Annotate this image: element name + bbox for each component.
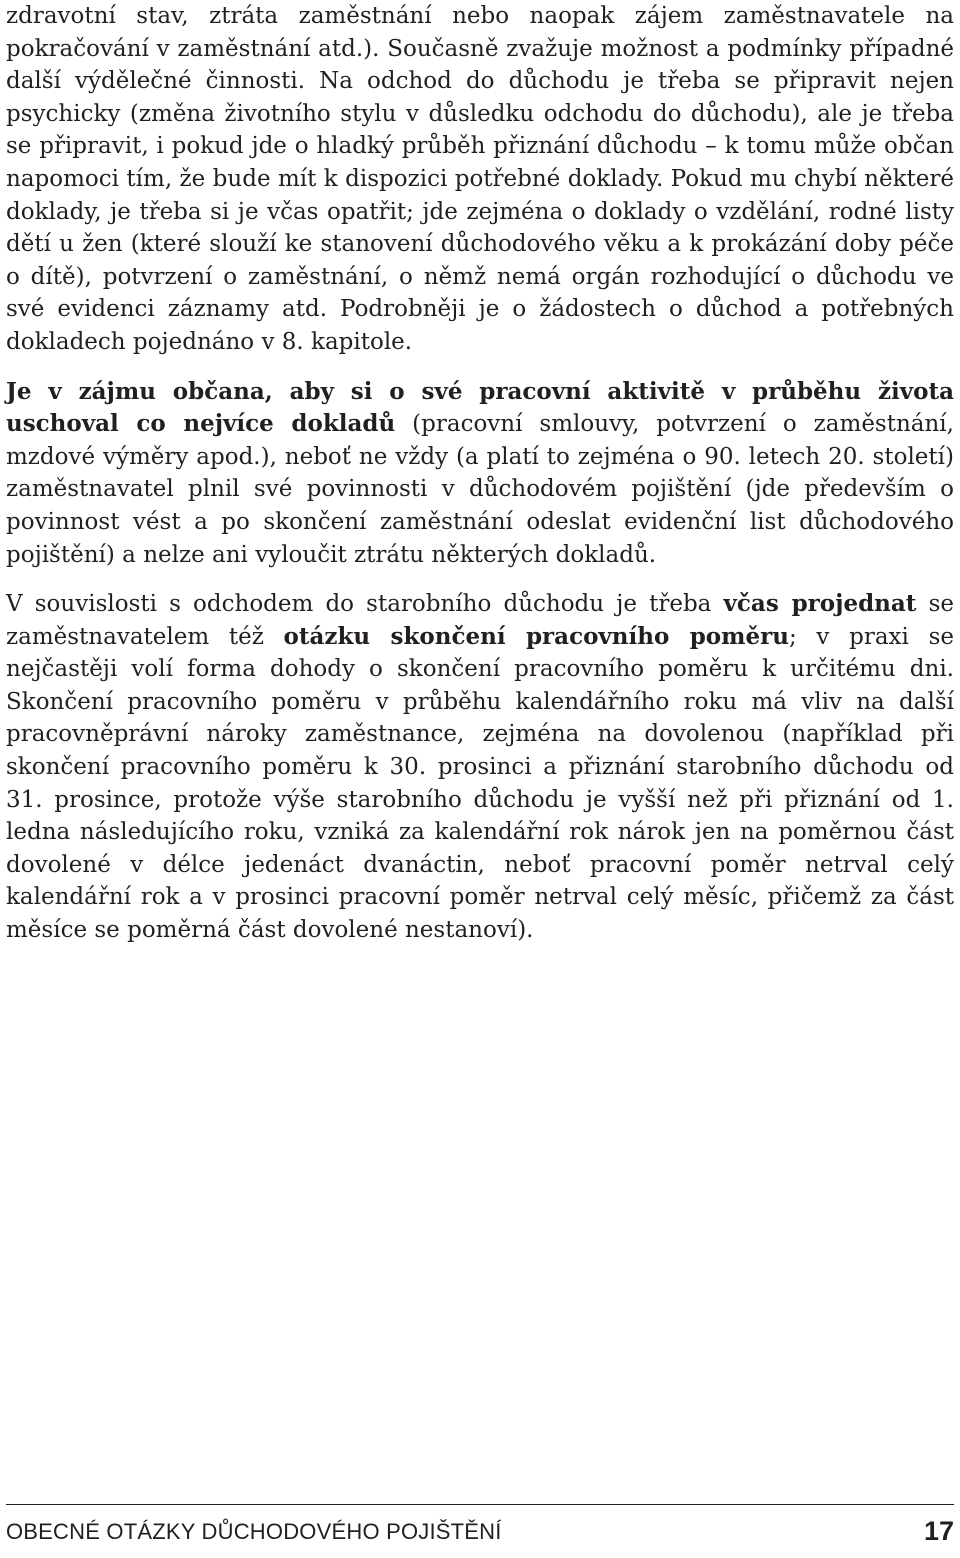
running-footer-title: OBECNÉ OTÁZKY DŮCHODOVÉHO POJIŠTĚNÍ [6,1519,502,1544]
emphasis-keep-documents: Je v zájmu občana, aby si o své pracovní aktivitě v průběhu života uschoval co nejvíce dokladů [6,377,954,438]
paragraph-text: se zaměstnavatelem též [6,591,954,650]
paragraph-keep-documents [6,376,954,572]
paragraph-text: (pracovní smlouvy, potvrzení o zaměstnání, mzdové výměry apod.), neboť ne vždy (a platí to zejména o 90. letech 20. století) zaměstnavatel plnil své povinnosti v důchodovém pojištění (jde především o povinnost vést a po skončení zaměstnání odeslat evidenční list důchodového pojištění) a nelze ani vyloučit ztrátu některých dokladů. [6,411,954,568]
page-footer [6,1504,954,1555]
page-number: 17 [923,1516,954,1546]
paragraph-retirement-preparation [6,0,954,359]
paragraph-text: zdravotní stav, ztráta zaměstnání nebo naopak zájem zaměstnavatele na pokračování v zaměstnání atd.). Současně zvažuje možnost a podmínky případné další výdělečné činnosti. Na odchod do důchodu je třeba se připravit nejen psychicky (změna životního stylu v důsledku odchodu do důchodu), ale je třeba se připravit, i pokud jde o hladký průběh přiznání důchodu – k tomu může občan napomoci tím, že bude mít k dispozici potřebné doklady. Pokud mu chybí některé doklady, je třeba si je včas opatřit; jde zejména o doklady o vzdělání, rodné listy dětí u žen (které slouží ke stanovení důchodového věku a k prokázání doby péče o dítě), potvrzení o zaměstnání, o němž nemá orgán rozhodující o důchodu ve své evidenci záznamy atd. Podrobněji je o žádostech o důchod a potřebných dokladech pojednáno v 8. kapitole. [6,3,954,355]
page-body [6,0,954,947]
paragraph-text: ; v praxi se nejčastěji volí forma dohody o skončení pracovního poměru k určitému dni. Skončení pracovního poměru v průběhu kalendářního roku má vliv na další pracovněprávní nároky zaměstnance, zejména na dovolenou (například při skončení pracovního poměru k 30. prosinci a přiznání starobního důchodu od 31. prosince, protože výše starobního důchodu je vyšší než při přiznání od 1. ledna následujícího roku, vzniká za kalendářní rok nárok jen na poměrnou část dovolené v délce jedenáct dvanáctin, neboť pracovní poměr netrval celý kalendářní rok a v prosinci pracovní poměr netrval celý měsíc, přičemž za část měsíce se poměrná část dovolené nestanoví). [6,623,954,944]
emphasis-discuss-in-time: včas projednat [723,590,917,618]
paragraph-text: V souvislosti s odchodem do starobního důchodu je třeba [6,591,724,618]
emphasis-employment-termination: otázku skončení pracovního poměru [283,622,789,650]
paragraph-employment-termination [6,588,954,947]
